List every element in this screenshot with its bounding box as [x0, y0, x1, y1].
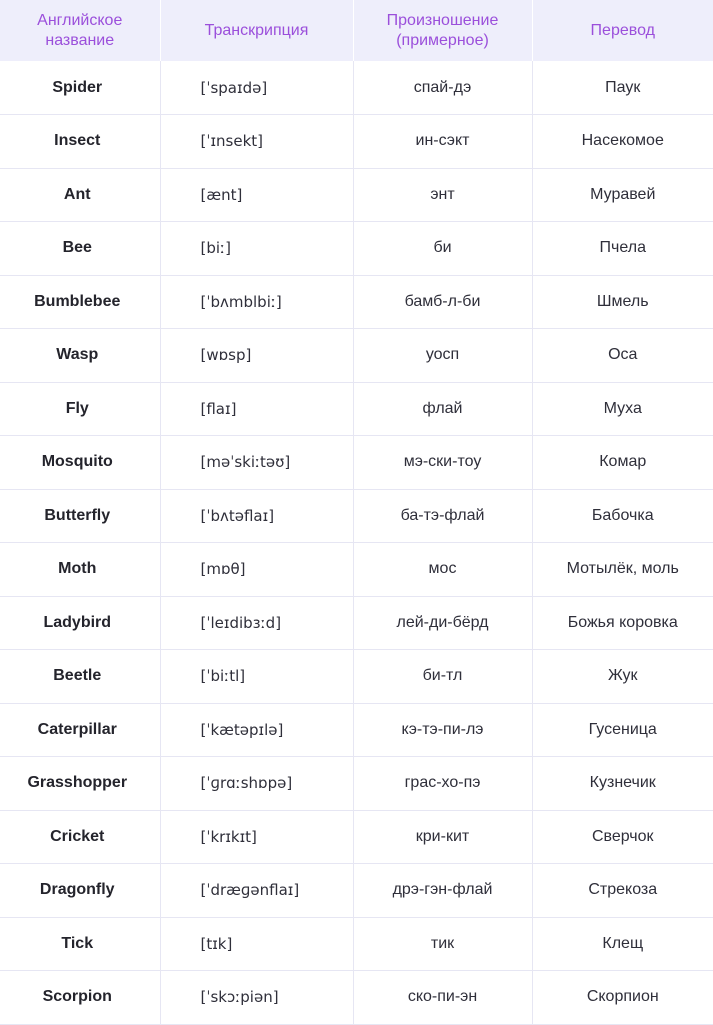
- table-row: [0, 115, 713, 169]
- table-row: [0, 436, 713, 490]
- pronunciation-cell: тик: [353, 917, 532, 971]
- translation-cell: Скорпион: [532, 971, 713, 1025]
- table-body: [0, 61, 713, 1024]
- table-row: [0, 703, 713, 757]
- translation-cell: Бабочка: [532, 489, 713, 543]
- english-word-cell: Spider: [0, 61, 160, 115]
- pronunciation-cell: дрэ-гэн-флай: [353, 864, 532, 918]
- english-word-cell: Moth: [0, 543, 160, 597]
- translation-cell: Оса: [532, 329, 713, 383]
- english-word-cell: Fly: [0, 382, 160, 436]
- transcription-cell: [ænt]: [160, 168, 353, 222]
- translation-cell: Клещ: [532, 917, 713, 971]
- pronunciation-cell: энт: [353, 168, 532, 222]
- header-english: Английское название: [0, 0, 160, 61]
- pronunciation-cell: мос: [353, 543, 532, 597]
- transcription-cell: [tɪk]: [160, 917, 353, 971]
- pronunciation-cell: кэ-тэ-пи-лэ: [353, 703, 532, 757]
- english-word-cell: Bumblebee: [0, 275, 160, 329]
- table-row: [0, 329, 713, 383]
- table-row: [0, 650, 713, 704]
- pronunciation-cell: спай-дэ: [353, 61, 532, 115]
- transcription-cell: [ˈkætəpɪlə]: [160, 703, 353, 757]
- transcription-cell: [ˈɡrɑːshɒpə]: [160, 757, 353, 811]
- english-word-cell: Scorpion: [0, 971, 160, 1025]
- table-row: [0, 61, 713, 115]
- transcription-cell: [mɒθ]: [160, 543, 353, 597]
- english-word-cell: Wasp: [0, 329, 160, 383]
- english-word-cell: Butterfly: [0, 489, 160, 543]
- english-word-cell: Insect: [0, 115, 160, 169]
- header-row: [0, 0, 713, 61]
- transcription-cell: [flaɪ]: [160, 382, 353, 436]
- header-transcription: Транскрипция: [160, 0, 353, 61]
- pronunciation-cell: флай: [353, 382, 532, 436]
- transcription-cell: [ˈleɪdibɜːd]: [160, 596, 353, 650]
- header-translation: Перевод: [532, 0, 713, 61]
- transcription-cell: [biː]: [160, 222, 353, 276]
- translation-cell: Сверчок: [532, 810, 713, 864]
- translation-cell: Пчела: [532, 222, 713, 276]
- transcription-cell: [ˈdræɡənflaɪ]: [160, 864, 353, 918]
- translation-cell: Муравей: [532, 168, 713, 222]
- english-word-cell: Ladybird: [0, 596, 160, 650]
- table-row: [0, 596, 713, 650]
- transcription-cell: [wɒsp]: [160, 329, 353, 383]
- translation-cell: Комар: [532, 436, 713, 490]
- table-row: [0, 382, 713, 436]
- pronunciation-cell: бамб-л-би: [353, 275, 532, 329]
- english-word-cell: Beetle: [0, 650, 160, 704]
- pronunciation-cell: ба-тэ-флай: [353, 489, 532, 543]
- table-row: [0, 489, 713, 543]
- english-word-cell: Grasshopper: [0, 757, 160, 811]
- translation-cell: Божья коровка: [532, 596, 713, 650]
- transcription-cell: [ˈspaɪdə]: [160, 61, 353, 115]
- transcription-cell: [ˈkrɪkɪt]: [160, 810, 353, 864]
- pronunciation-cell: ско-пи-эн: [353, 971, 532, 1025]
- transcription-cell: [ˈbiːtl]: [160, 650, 353, 704]
- pronunciation-cell: грас-хо-пэ: [353, 757, 532, 811]
- pronunciation-cell: уосп: [353, 329, 532, 383]
- translation-cell: Жук: [532, 650, 713, 704]
- table-row: [0, 275, 713, 329]
- pronunciation-cell: лей-ди-бёрд: [353, 596, 532, 650]
- english-word-cell: Ant: [0, 168, 160, 222]
- table-row: [0, 810, 713, 864]
- english-word-cell: Bee: [0, 222, 160, 276]
- pronunciation-cell: кри-кит: [353, 810, 532, 864]
- transcription-cell: [ˈbʌtəflaɪ]: [160, 489, 353, 543]
- header-pronunciation: Произношение (примерное): [353, 0, 532, 61]
- transcription-cell: [ˈɪnsekt]: [160, 115, 353, 169]
- translation-cell: Шмель: [532, 275, 713, 329]
- english-word-cell: Caterpillar: [0, 703, 160, 757]
- english-word-cell: Tick: [0, 917, 160, 971]
- translation-cell: Гусеница: [532, 703, 713, 757]
- translation-cell: Кузнечик: [532, 757, 713, 811]
- pronunciation-cell: мэ-ски-тоу: [353, 436, 532, 490]
- transcription-cell: [məˈskiːtəʊ]: [160, 436, 353, 490]
- english-word-cell: Cricket: [0, 810, 160, 864]
- pronunciation-cell: ин-сэкт: [353, 115, 532, 169]
- table-row: [0, 757, 713, 811]
- transcription-cell: [ˈbʌmblbiː]: [160, 275, 353, 329]
- table-row: [0, 222, 713, 276]
- english-word-cell: Dragonfly: [0, 864, 160, 918]
- translation-cell: Стрекоза: [532, 864, 713, 918]
- translation-cell: Насекомое: [532, 115, 713, 169]
- pronunciation-cell: би: [353, 222, 532, 276]
- english-word-cell: Mosquito: [0, 436, 160, 490]
- table-row: [0, 971, 713, 1025]
- translation-cell: Мотылёк, моль: [532, 543, 713, 597]
- table-row: [0, 168, 713, 222]
- pronunciation-cell: би-тл: [353, 650, 532, 704]
- table-header: [0, 0, 713, 61]
- table-row: [0, 864, 713, 918]
- table-row: [0, 543, 713, 597]
- transcription-cell: [ˈskɔːpiən]: [160, 971, 353, 1025]
- table-row: [0, 917, 713, 971]
- translation-cell: Паук: [532, 61, 713, 115]
- translation-cell: Муха: [532, 382, 713, 436]
